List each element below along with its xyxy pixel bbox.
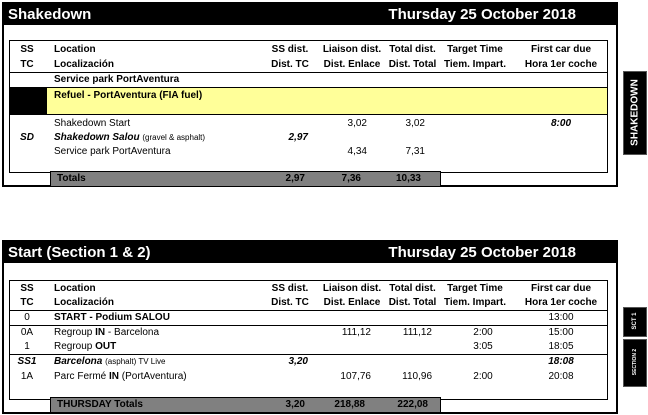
totals-label: Totals [57, 173, 86, 184]
col-ss: SS [20, 44, 34, 55]
row-first: 8:00 [550, 118, 571, 129]
row-location: START - Podium SALOU [54, 312, 170, 323]
row-first: 15:00 [548, 327, 574, 338]
totals-total: 10,33 [395, 173, 421, 184]
section2-side-tab-label: SECTION 2 [632, 348, 638, 376]
row-location: Regroup IN - Barcelona [54, 327, 160, 338]
row-first: 18:08 [548, 356, 574, 367]
start-table [9, 280, 608, 400]
col-ss-dist: SS dist. [271, 283, 309, 294]
row-first: 18:05 [548, 341, 574, 352]
col-enlace: Dist. Enlace [323, 297, 381, 308]
col-target: Target Time [447, 283, 503, 294]
col-total: Total dist. [389, 283, 436, 294]
col-location: Location [54, 283, 96, 294]
row-code: 1 [24, 341, 30, 352]
col-localizacion: Localización [54, 59, 115, 70]
row-first: 20:08 [548, 371, 574, 382]
start-title: Start (Section 1 & 2) [8, 244, 151, 261]
col-hora: Hora 1er coche [524, 297, 598, 308]
divider [10, 325, 607, 326]
col-ss: SS [20, 283, 34, 294]
col-dist-tc: Dist. TC [271, 297, 309, 308]
row-location: Parc Fermé IN (PortAventura) [54, 371, 187, 382]
row-location: Shakedown Start [54, 118, 131, 129]
shakedown-header-bar [4, 4, 616, 25]
service-park-label: Service park PortAventura [54, 74, 180, 85]
shakedown-side-tab-label: SHAKEDOWN [629, 79, 641, 146]
col-dist-tc: Dist. TC [271, 59, 309, 70]
col-total: Total dist. [389, 44, 436, 55]
row-target: 2:00 [473, 371, 493, 382]
row-ss: 3,20 [288, 356, 308, 367]
row-location: Service park PortAventura [54, 146, 171, 157]
col-first: First car due [530, 44, 592, 55]
divider [10, 354, 607, 355]
col-localizacion: Localización [54, 297, 115, 308]
row-total: 111,12 [402, 327, 432, 338]
col-location: Location [54, 44, 96, 55]
divider [10, 310, 607, 311]
totals-total: 222,08 [397, 399, 428, 410]
col-ss-dist: SS dist. [271, 44, 309, 55]
col-total-es: Dist. Total [388, 59, 437, 70]
row-total: 110,96 [402, 371, 432, 382]
sct1-side-tab-label: SCT 1 [632, 312, 638, 330]
totals-ss: 3,20 [285, 399, 305, 410]
row-location: Barcelona (asphalt) TV Live [54, 356, 166, 367]
row-liaison: 4,34 [347, 146, 367, 157]
shakedown-title: Shakedown [8, 6, 92, 23]
start-date: Thursday 25 October 2018 [388, 244, 576, 261]
col-enlace: Dist. Enlace [323, 59, 381, 70]
totals-label: THURSDAY Totals [57, 399, 143, 410]
row-target: 2:00 [473, 327, 493, 338]
shakedown-totals [50, 171, 441, 187]
row-code: 0A [20, 327, 34, 338]
col-first: First car due [530, 283, 592, 294]
sct1-side-tab [623, 307, 647, 337]
col-tc: TC [20, 297, 34, 308]
shakedown-date: Thursday 25 October 2018 [388, 6, 576, 23]
row-code: SD [20, 132, 34, 143]
row-liaison: 3,02 [347, 118, 367, 129]
totals-liaison: 7,36 [341, 173, 361, 184]
refuel-label: Refuel - PortAventura (FIA fuel) [54, 90, 203, 101]
row-total: 7,31 [405, 146, 425, 157]
section2-side-tab [623, 339, 647, 387]
row-code: 1A [20, 371, 34, 382]
col-tiem: Tiem. Impart. [443, 59, 507, 70]
row-location: Shakedown Salou (gravel & asphalt) [54, 132, 206, 143]
col-liaison: Liaison dist. [322, 283, 382, 294]
shakedown-table [9, 40, 608, 173]
row-liaison: 111,12 [341, 327, 371, 338]
start-totals [50, 397, 441, 413]
row-target: 3:05 [473, 341, 493, 352]
shakedown-side-tab [623, 71, 647, 155]
col-hora: Hora 1er coche [524, 59, 598, 70]
row-first: 13:00 [548, 312, 574, 323]
shakedown-section [2, 2, 618, 187]
row-total: 3,02 [405, 118, 425, 129]
start-section [2, 240, 618, 414]
row-code: SS1 [17, 356, 37, 367]
col-tiem: Tiem. Impart. [443, 297, 507, 308]
col-liaison: Liaison dist. [322, 44, 382, 55]
refuel-marker [10, 87, 46, 115]
start-header-bar [4, 242, 616, 263]
totals-ss: 2,97 [285, 173, 305, 184]
row-location: Regroup OUT [54, 341, 117, 352]
col-total-es: Dist. Total [388, 297, 437, 308]
totals-liaison: 218,88 [334, 399, 365, 410]
row-ss: 2,97 [288, 132, 308, 143]
divider [10, 72, 607, 73]
row-code: 0 [24, 312, 30, 323]
col-tc: TC [20, 59, 34, 70]
row-liaison: 107,76 [340, 371, 371, 382]
col-target: Target Time [447, 44, 503, 55]
